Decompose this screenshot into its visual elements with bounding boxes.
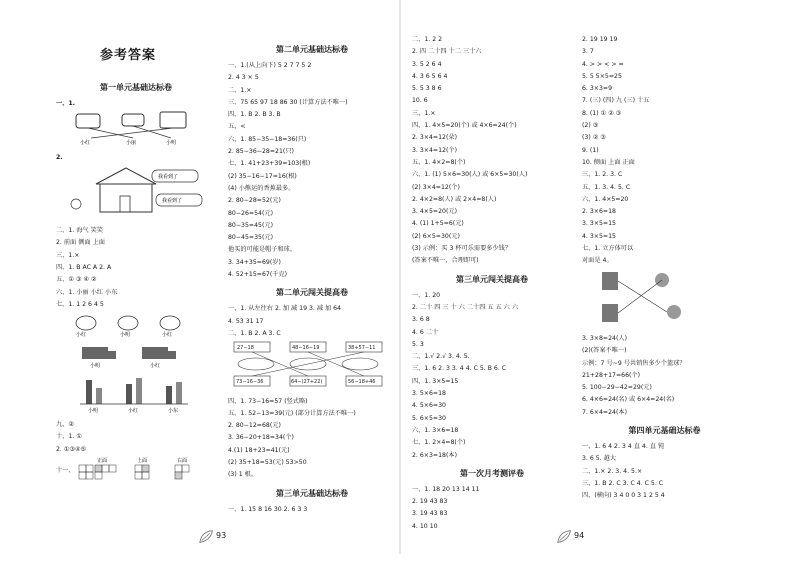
answer-line: 六、1. 小丽 小红 小东 bbox=[56, 288, 118, 296]
answer-line: 3. 3×5=15 bbox=[582, 220, 616, 228]
column-b bbox=[228, 38, 396, 528]
answer-line: 2. 85−36−28=21(只) bbox=[228, 148, 294, 156]
answer-line: 四、1. 3×5=15 bbox=[412, 377, 459, 385]
answer-line: 四、1. B 2. B 3. B bbox=[228, 111, 281, 119]
answer-line: 3. 6 5. 越大 bbox=[582, 455, 617, 463]
answer-line: 二、1.× 2. 3. 4. 5.× bbox=[582, 467, 643, 475]
section-title: 第二单元闯关提高卷 bbox=[276, 287, 348, 298]
answer-line: 4. 3 6 5 6 4 bbox=[412, 72, 448, 80]
figure-label: 小红 bbox=[80, 140, 91, 147]
answer-line: 一、1. 20 bbox=[412, 291, 441, 299]
answer-line: 一、1. 18 20 13 14 11 bbox=[412, 485, 480, 493]
answer-line: 六、1. 4×5=20 bbox=[582, 195, 629, 203]
answer-line: (2) 6×5=30(元) bbox=[412, 232, 460, 240]
answer-line: 2. 19 43 83 bbox=[412, 498, 448, 506]
answer-line: 五、1. 52−13=39(元) (部分计算方法不唯一) bbox=[228, 409, 356, 417]
section-title: 第一次月考测评卷 bbox=[460, 467, 524, 478]
grid-header: 右面 bbox=[176, 458, 187, 465]
answer-line: 对面是 4。 bbox=[582, 257, 613, 265]
answer-line: 三、1. B 2. C 3. C 4. C 5. C bbox=[582, 479, 664, 487]
answer-line: 80−26=54(元) bbox=[228, 209, 274, 217]
answer-line: (2) 3×4=12(个) bbox=[412, 183, 460, 191]
answer-line: 2. bbox=[56, 153, 63, 161]
answer-line: 一、1. bbox=[56, 100, 76, 107]
figure-label: 小红 bbox=[150, 362, 161, 369]
answer-line: (2)(答案不唯一) bbox=[582, 347, 627, 355]
answer-line: 80−35=45(元) bbox=[228, 221, 274, 229]
answer-line: 10. 6 bbox=[412, 97, 428, 105]
answer-line: 5. 100−29−42=29(元) bbox=[582, 384, 652, 392]
answer-line: 七、1. 41+23+39=103(根) bbox=[228, 160, 311, 168]
answer-line: 4. 53 31 17 bbox=[228, 317, 264, 325]
box-op: 73−16−36 bbox=[236, 379, 264, 386]
answer-line: (2) 35−16−17=16(根) bbox=[228, 172, 297, 180]
answer-line: 3. 6 8 bbox=[412, 316, 430, 324]
answer-line: (3) ② ③ bbox=[582, 134, 606, 142]
page-number: 93 bbox=[216, 531, 227, 540]
answer-line: 4. (1) 1+5=6(元) bbox=[412, 220, 464, 228]
answer-line: 二、1. 2 2 bbox=[412, 36, 443, 43]
answer-line: 七、1. 2×4=8(个) bbox=[412, 439, 466, 447]
box-op: 48−16−19 bbox=[292, 345, 320, 352]
boxes-figure bbox=[228, 340, 388, 390]
answer-line: 一、1. 从左往右 2. 加 减 19 3. 减 加 64 bbox=[228, 305, 342, 313]
answer-line: 五、1. 4×2=8(个) bbox=[412, 158, 466, 166]
answer-line: 他买的可能是帽子和球。 bbox=[228, 246, 297, 254]
figure-label: 小明 bbox=[166, 140, 177, 147]
answer-line: 5. 5 5×5=25 bbox=[582, 72, 622, 80]
answer-line: 2. ①③④⑤ bbox=[56, 445, 87, 453]
answer-line: 7. 6×4=24(本) bbox=[582, 408, 628, 416]
answer-line: 五、< bbox=[228, 123, 246, 131]
answer-line: 二、1.√ 2.√ 3. 4. 5. bbox=[412, 353, 470, 361]
section-title: 第一单元基础达标卷 bbox=[100, 82, 172, 92]
answer-line: 十、1. ① bbox=[56, 433, 82, 441]
answer-line: 3. 19 43 83 bbox=[412, 510, 448, 518]
answer-line: 80−45=35(元) bbox=[228, 234, 274, 242]
answer-line: 七、1. 1 2 6 4 5 bbox=[56, 300, 104, 308]
answer-line: 5. 3 bbox=[412, 340, 424, 348]
answer-line: 二、1.× bbox=[228, 86, 252, 94]
answer-line: 2. 6×3=18(本) bbox=[412, 451, 458, 459]
section-title: 第三单元基础达标卷 bbox=[276, 487, 348, 498]
answer-line: (3) 示例：买 3 杯可乐需要多少钱？ bbox=[412, 245, 512, 253]
answer-line: 三、1. 6 2. 3 3. 4 4. C 5. B 6. C bbox=[412, 365, 507, 373]
figure-label: 小明 bbox=[88, 407, 99, 414]
grid-header: 上面 bbox=[136, 458, 147, 465]
answer-line: 5. 5 3 8 6 bbox=[412, 85, 442, 93]
figure-label: 小丽 bbox=[126, 140, 137, 147]
right-page bbox=[400, 0, 800, 554]
answer-line: 4. 6 二十 bbox=[412, 328, 439, 336]
box-op: 56−18+46 bbox=[348, 379, 376, 386]
answer-line: 9. (1) bbox=[582, 146, 599, 154]
column-a bbox=[56, 76, 216, 566]
figure-label: 小红 bbox=[76, 332, 87, 339]
answer-line: (3) 1 根。 bbox=[228, 471, 258, 479]
answer-line: 一、1. 6 4 2. 3 4 直 4. 直 钝 bbox=[582, 443, 665, 451]
answer-line: 3. 3×4=12(个) bbox=[412, 146, 458, 154]
answer-line: 五、1. 3. 4. 5. C bbox=[582, 183, 631, 191]
answer-line: 2. 80−12=68(元) bbox=[228, 422, 281, 430]
leaf-decoration-icon bbox=[198, 528, 216, 546]
figures-illustration bbox=[582, 268, 702, 328]
speech-text: 我看到了 bbox=[162, 197, 183, 204]
figure-label: 小东 bbox=[168, 407, 179, 414]
answer-line: 六、1. 3×6=18 bbox=[412, 426, 459, 434]
answer-line: 2. 3×6=18 bbox=[582, 208, 616, 216]
answer-line: (2) 35+18=53(元) 53>50 bbox=[228, 459, 307, 467]
figure-label: 小红 bbox=[128, 407, 139, 414]
figure-label: 小明 bbox=[120, 332, 131, 339]
section-title: 第三单元闯关提高卷 bbox=[456, 273, 528, 284]
section-title: 第二单元基础达标卷 bbox=[276, 44, 348, 54]
answer-line: 3. 7 bbox=[582, 48, 594, 56]
grid-header: 正面 bbox=[96, 458, 107, 465]
answer-line: 示例：7 号~9 号共销售多少个篮球？ bbox=[582, 359, 686, 367]
answer-line: 三、75 65 97 18 86 30 (计算方法不唯一) bbox=[228, 98, 348, 106]
answer-line: 4. 10 10 bbox=[412, 522, 438, 530]
speech-text: 我看到了 bbox=[158, 173, 179, 180]
box-op: 38+57−11 bbox=[348, 345, 376, 352]
teapot-figure bbox=[56, 311, 206, 337]
answer-key-title: 参考答案 bbox=[100, 48, 157, 63]
figure-label: 小红 bbox=[162, 332, 173, 339]
answer-line: 4. 3×5=15 bbox=[582, 232, 616, 240]
answer-line: 10. 侧面 上面 正面 bbox=[582, 158, 635, 166]
answer-line: 一、1. 15 8 16 30 2. 6 3 3 bbox=[228, 505, 308, 513]
answer-line: 6. 4×6=24(名) 或 6×4=24(名) bbox=[582, 396, 675, 404]
answer-line: 8. (1) ① ② ③ bbox=[582, 109, 622, 117]
answer-line: (2) ③ bbox=[582, 122, 599, 130]
answer-line: 4. > > < > = bbox=[582, 60, 624, 68]
box-op: 64−(27+22) bbox=[291, 379, 323, 386]
section-title: 第四单元基础达标卷 bbox=[628, 425, 701, 436]
answer-line: 6. 3×3=9 bbox=[582, 85, 613, 93]
answer-line: 2. 3×4=12(朵) bbox=[412, 134, 458, 142]
answer-line: 四、1. 73−16=57 (竖式略) bbox=[228, 397, 308, 405]
answer-line: 九、② bbox=[56, 421, 74, 429]
answer-line: 3. 5×6=18 bbox=[412, 390, 446, 398]
answer-line: 2. 80−28=52(元) bbox=[228, 197, 281, 205]
left-page bbox=[0, 0, 400, 554]
answer-line: 三、1.× bbox=[412, 109, 436, 117]
answer-line: 4. 5×6=30 bbox=[412, 402, 446, 410]
answer-line: 十一、 bbox=[56, 466, 75, 474]
bars-figure bbox=[56, 374, 206, 414]
box-op: 27−18 bbox=[237, 345, 254, 352]
answer-line: 四、1. B AC A 2. A bbox=[56, 264, 112, 272]
answer-line: (答案不唯一，合理即可) bbox=[412, 257, 479, 265]
answer-line: 2. 四 二十四 十二 三十六 bbox=[412, 48, 482, 56]
shopping-figure bbox=[56, 110, 206, 146]
cube-grid-figure bbox=[75, 456, 205, 486]
answer-line: 3. 34+35=69(岁) bbox=[228, 258, 281, 266]
answer-line: 四、(横向) 3 4 0 0 3 1 2 5 4 bbox=[582, 492, 665, 500]
house-figure bbox=[56, 164, 206, 220]
answer-line: 三、1. 2. 3. C bbox=[582, 171, 623, 179]
answer-line: 3. 3×8=24(人) bbox=[582, 334, 628, 342]
answer-line: 3. 36−20+18=34(个) bbox=[228, 434, 294, 442]
answer-line: 3. 4×5=20(元) bbox=[412, 208, 458, 216]
column-c bbox=[412, 34, 572, 530]
answer-line: 2. 4 3 × 5 bbox=[228, 74, 259, 82]
answer-line: 二、1. 海气 笑笑 bbox=[56, 227, 103, 235]
answer-line: 二、1. B 2. A 3. C bbox=[228, 329, 281, 337]
figure-label: 小明 bbox=[90, 362, 101, 369]
answer-line: 3. 5 2 6 4 bbox=[412, 60, 442, 68]
answer-line: 四、1. 4×5=20(个) 或 4×6=24(个) bbox=[412, 122, 517, 130]
column-d bbox=[582, 34, 747, 524]
truck-figure bbox=[56, 343, 206, 369]
answer-line: 21+28+17=66(个) bbox=[582, 371, 641, 379]
answer-line: (4) 小熊运的香蕉最多。 bbox=[228, 184, 295, 192]
answer-line: 五、① ③ ④ ② bbox=[56, 276, 97, 284]
answer-line: 2. 4×2=8(人) 或 2×4=8(人) bbox=[412, 195, 497, 203]
answer-line: 5. 6×5=30 bbox=[412, 414, 446, 422]
answer-line: 7. (三) (四) 九 (三) 十五 bbox=[582, 97, 650, 105]
answer-line: 4. 52+15=67(千克) bbox=[228, 271, 288, 279]
answer-line: 2. 二十 四 三 十 六 二十四 五 五 六 六 bbox=[412, 303, 519, 311]
answer-line: 七、1. 立方体可以 bbox=[582, 245, 634, 253]
answer-line: 六、1. (1) 5×6=30(人) 或 6×5=30(人) bbox=[412, 171, 528, 179]
answer-line: 一、1.(从上向下) 5 2 7 7 5 2 bbox=[228, 62, 312, 69]
page-number: 94 bbox=[574, 531, 585, 540]
leaf-decoration-icon bbox=[556, 528, 574, 546]
answer-line: 4.(1) 18+23=41(元) bbox=[228, 446, 290, 454]
answer-line: 2. 前面 侧面 上面 bbox=[56, 239, 105, 247]
answer-line: 2. 19 19 19 bbox=[582, 36, 618, 43]
answer-line: 六、1. 85−35−18=36(只) bbox=[228, 135, 307, 143]
answer-line: 三、1.× bbox=[56, 251, 80, 259]
